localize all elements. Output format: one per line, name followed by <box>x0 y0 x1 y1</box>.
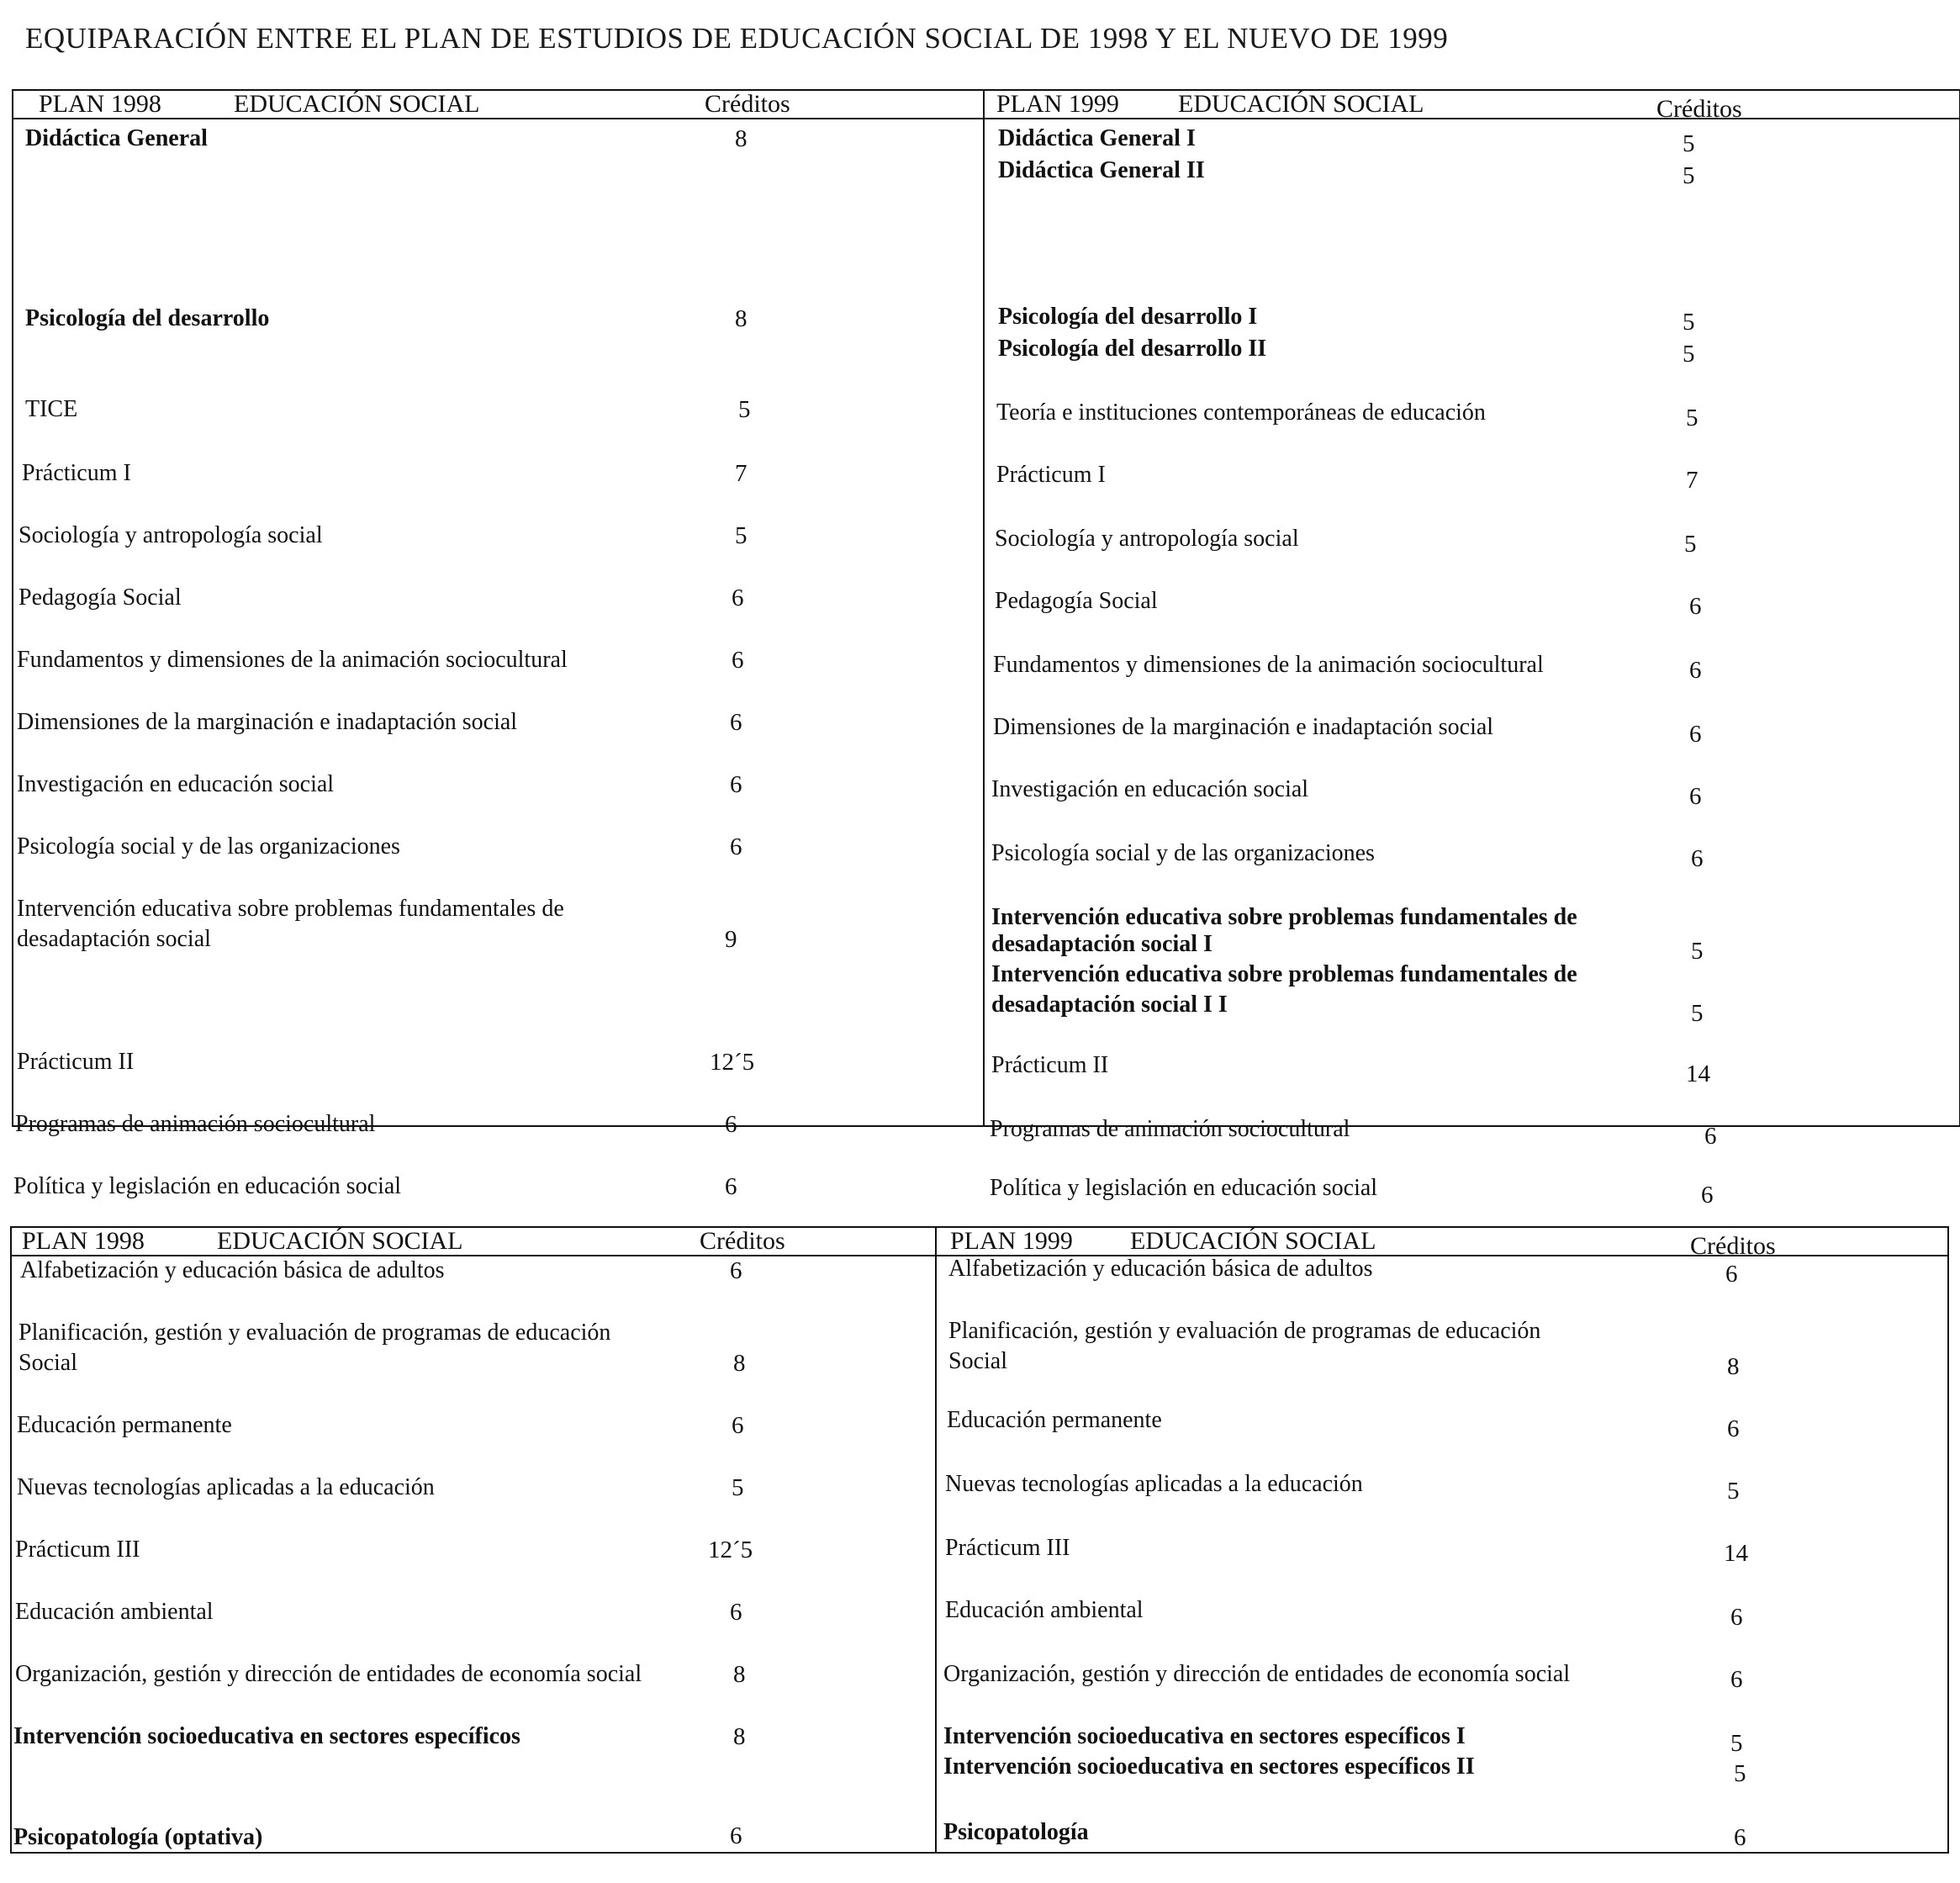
subject-name: Pedagogía Social <box>18 584 182 611</box>
credits-value: 5 <box>1691 938 1704 965</box>
subject-name: Organización, gestión y dirección de entidades de economía social <box>943 1661 1571 1687</box>
plan-1999-column <box>983 90 1959 1209</box>
subject-name: Intervención socioeducativa en sectores específicos <box>13 1723 520 1749</box>
subject-name: Nuevas tecnologías aplicadas a la educación <box>945 1471 1363 1497</box>
credits-value: 5 <box>1734 1760 1746 1787</box>
subject-name: Programas de animación sociocultural <box>990 1116 1350 1142</box>
credits-header: Créditos <box>705 90 790 118</box>
subject-name: Dimensiones de la marginación e inadaptación social <box>17 709 518 735</box>
subject-name: Prácticum II <box>991 1052 1109 1078</box>
subject-name: Psicología del desarrollo II <box>998 336 1267 362</box>
subject-name: Educación ambiental <box>15 1599 214 1625</box>
credits-value: 6 <box>1689 721 1702 748</box>
credits-value: 6 <box>725 1111 737 1138</box>
subject-name: Intervención educativa sobre problemas fundamentales de <box>991 904 1577 930</box>
credits-header: Créditos <box>1656 95 1742 123</box>
subject-name: Fundamentos y dimensiones de la animación sociocultural <box>993 652 1544 678</box>
credits-value: 6 <box>1725 1261 1738 1288</box>
subject-name: Didáctica General <box>25 125 208 151</box>
credits-value: 6 <box>1734 1824 1746 1851</box>
subject-name: Investigación en educación social <box>991 776 1309 802</box>
credits-value: 7 <box>735 460 748 487</box>
subject-name: TICE <box>25 396 78 422</box>
credits-value: 5 <box>1683 130 1695 157</box>
credits-value: 5 <box>1686 405 1698 431</box>
credits-value: 5 <box>1683 309 1695 336</box>
credits-value: 6 <box>732 584 744 611</box>
credits-value: 8 <box>733 1350 746 1377</box>
credits-value: 6 <box>1689 783 1702 810</box>
credits-value: 6 <box>1689 657 1702 684</box>
column-header <box>12 1228 935 1256</box>
credits-value: 6 <box>730 1822 742 1849</box>
subject-name-line2: desadaptación social <box>17 926 211 952</box>
credits-value: 6 <box>732 647 744 674</box>
program-label: EDUCACIÓN SOCIAL <box>234 90 480 118</box>
credits-value: 5 <box>732 1474 744 1501</box>
subject-name-line2: Social <box>18 1350 77 1376</box>
credits-value: 6 <box>730 1599 742 1626</box>
credits-value: 6 <box>732 1412 744 1439</box>
plan-year-label: PLAN 1999 <box>996 90 1119 118</box>
subject-name: Psicología del desarrollo I <box>998 304 1258 330</box>
credits-value: 14 <box>1686 1061 1710 1087</box>
credits-header: Créditos <box>700 1227 785 1255</box>
program-label: EDUCACIÓN SOCIAL <box>217 1227 463 1255</box>
credits-value: 5 <box>1691 1000 1704 1027</box>
subject-name: Educación permanente <box>947 1407 1162 1433</box>
subject-name: Educación permanente <box>17 1412 232 1438</box>
comparison-table-2 <box>10 1226 1949 1854</box>
credits-value: 14 <box>1724 1540 1748 1567</box>
credits-value: 6 <box>1701 1182 1714 1209</box>
subject-name: Sociología y antropología social <box>18 522 323 548</box>
subject-name: Prácticum I <box>996 462 1106 488</box>
subject-name: Psicología del desarrollo <box>25 305 270 331</box>
subject-name: Psicopatología (optativa) <box>13 1824 263 1850</box>
subject-name: Planificación, gestión y evaluación de programas de educación <box>18 1320 611 1346</box>
credits-value: 6 <box>1689 593 1702 620</box>
subject-name: Alfabetización y educación básica de adultos <box>948 1256 1373 1282</box>
credits-value: 5 <box>1727 1478 1740 1505</box>
subject-name: Teoría e instituciones contemporáneas de educación <box>996 399 1486 426</box>
subject-name: Sociología y antropología social <box>995 526 1299 552</box>
credits-value: 6 <box>730 1257 742 1284</box>
credits-value: 8 <box>735 125 748 152</box>
subject-name: Didáctica General II <box>998 157 1205 183</box>
subject-name: Nuevas tecnologías aplicadas a la educación <box>17 1474 435 1500</box>
plan-1998-column <box>13 90 983 1200</box>
subject-name: Dimensiones de la marginación e inadaptación social <box>993 714 1494 740</box>
credits-header: Créditos <box>1690 1232 1776 1260</box>
credits-value: 5 <box>1683 341 1695 368</box>
credits-value: 5 <box>1684 531 1697 558</box>
credits-value: 5 <box>738 396 751 423</box>
plan-year-label: PLAN 1998 <box>22 1227 145 1255</box>
comparison-table-1 <box>12 89 1960 1209</box>
subject-name: Prácticum III <box>945 1535 1070 1561</box>
credits-value: 6 <box>725 1173 737 1200</box>
plan-year-label: PLAN 1999 <box>950 1227 1073 1255</box>
subject-name: Prácticum I <box>22 460 131 486</box>
subject-name: Intervención socioeducativa en sectores específicos II <box>943 1753 1475 1780</box>
subject-name: Prácticum III <box>15 1537 140 1563</box>
subject-name: Prácticum II <box>17 1049 135 1075</box>
credits-value: 5 <box>1683 162 1695 189</box>
subject-name-line2: Social <box>948 1348 1007 1374</box>
credits-value: 6 <box>730 771 742 798</box>
column-header <box>985 90 1959 123</box>
credits-value: 12´5 <box>708 1537 753 1563</box>
credits-value: 6 <box>1704 1123 1717 1150</box>
subject-name: Intervención educativa sobre problemas fundamentales de <box>991 961 1577 987</box>
subject-name: Política y legislación en educación social <box>13 1173 402 1199</box>
column-header <box>937 1227 1947 1260</box>
subject-name: Política y legislación en educación social <box>990 1175 1378 1201</box>
credits-value: 8 <box>1727 1353 1740 1380</box>
subject-name: Didáctica General I <box>998 125 1196 151</box>
subject-name: Intervención socioeducativa en sectores específicos I <box>943 1723 1466 1749</box>
credits-value: 5 <box>735 522 748 549</box>
subject-name: Organización, gestión y dirección de entidades de economía social <box>15 1661 642 1687</box>
plan-1998-column <box>12 1228 935 1852</box>
subject-name: Alfabetización y educación básica de adultos <box>20 1257 445 1283</box>
subject-name: Psicología social y de las organizaciones <box>991 840 1375 866</box>
subject-name: Investigación en educación social <box>17 771 335 797</box>
credits-value: 6 <box>730 833 742 860</box>
credits-value: 6 <box>1727 1415 1740 1442</box>
subject-name: Planificación, gestión y evaluación de programas de educación <box>948 1318 1541 1344</box>
credits-value: 7 <box>1686 467 1698 494</box>
page-title: EQUIPARACIÓN ENTRE EL PLAN DE ESTUDIOS DE EDUCACIÓN SOCIAL DE 1998 Y EL NUEVO DE 1999 <box>25 22 1449 55</box>
credits-value: 8 <box>733 1723 746 1750</box>
credits-value: 8 <box>735 305 748 332</box>
credits-value: 9 <box>725 926 737 953</box>
credits-value: 6 <box>1730 1666 1743 1693</box>
credits-value: 5 <box>1730 1730 1743 1757</box>
credits-value: 6 <box>730 709 742 736</box>
subject-name: Fundamentos y dimensiones de la animación sociocultural <box>17 647 568 673</box>
subject-name: Educación ambiental <box>945 1597 1144 1623</box>
column-header <box>13 91 983 119</box>
subject-name: Programas de animación sociocultural <box>15 1111 376 1137</box>
subject-name: Psicología social y de las organizaciones <box>17 833 400 860</box>
subject-name: Pedagogía Social <box>995 588 1158 614</box>
program-label: EDUCACIÓN SOCIAL <box>1130 1227 1376 1255</box>
plan-1999-column <box>935 1228 1947 1852</box>
subject-name-line2: desadaptación social I I <box>991 992 1228 1018</box>
credits-value: 6 <box>1730 1604 1743 1631</box>
subject-name-line2: desadaptación social I <box>991 931 1212 957</box>
credits-value: 12´5 <box>710 1049 755 1076</box>
subject-name: Intervención educativa sobre problemas fundamentales de <box>17 896 564 922</box>
program-label: EDUCACIÓN SOCIAL <box>1178 90 1424 118</box>
credits-value: 8 <box>733 1661 746 1688</box>
plan-year-label: PLAN 1998 <box>39 90 161 118</box>
credits-value: 6 <box>1691 845 1704 872</box>
subject-name: Psicopatología <box>943 1819 1089 1845</box>
